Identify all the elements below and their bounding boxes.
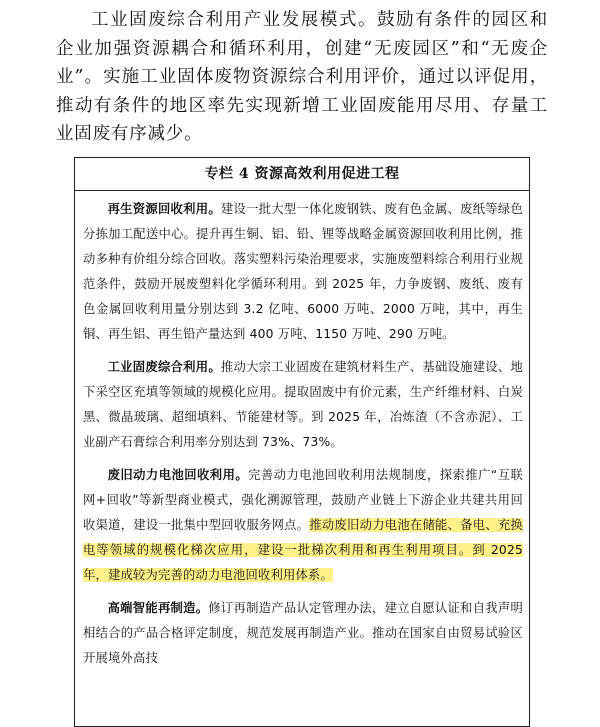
intro-text: 工业固废综合利用产业发展模式。鼓励有条件的园区和企业加强资源耦合和循环利用，创建“无废园区”和“无废企业”。实施工业固体废物资源综合利用评价，通过以评促用，推动有条件的地区率先实现新增工业固废能用尽用、存量工业固废有序减少。 bbox=[56, 10, 548, 144]
section-remanufacturing bbox=[83, 596, 523, 671]
section-body: 推动大宗工业固废在建筑材料生产、基础设施建设、地下采空区充填等领域的规模化应用。提取固废中有价元素，生产纤维材料、白炭黑、微晶玻璃、超细填料、节能建材等。到 2025 年，冶炼渣（不含赤泥）、工业副产石膏综合利用率分别达到 73%、73%。 bbox=[83, 360, 523, 449]
section-body: 完善动力电池回收利用法规制度，探索推广“互联网+回收”等新型商业模式，强化溯源管理，鼓励产业链上下游企业共建共用回收渠道，建设一批集中型回收服务网点。 bbox=[83, 468, 524, 532]
section-industrial-solid-waste bbox=[83, 355, 523, 455]
section-heading: 废旧动力电池回收利用。 bbox=[107, 468, 249, 482]
box-body bbox=[75, 191, 529, 671]
section-heading: 再生资源回收利用。 bbox=[107, 202, 221, 216]
column-box bbox=[74, 157, 530, 727]
highlighted-text: 推动废旧动力电池在储能、备电、充换电等领域的规模化梯次应用，建设一批梯次利用和再生利用项目。到 2025 年，建成较为完善的动力电池回收利用体系。 bbox=[83, 518, 523, 582]
section-heading: 工业固废综合利用。 bbox=[107, 360, 221, 374]
box-title: 专栏 4 资源高效利用促进工程 bbox=[75, 158, 529, 191]
intro-paragraph bbox=[56, 6, 548, 149]
section-body: 修订再制造产品认定管理办法，建立自愿认证和自我声明相结合的产品合格评定制度，规范发展再制造产业。推动在国家自由贸易试验区开展境外高技 bbox=[83, 601, 523, 665]
section-body: 建设一批大型一体化废钢铁、废有色金属、废纸等绿色分拣加工配送中心。提升再生铜、铝、铅、锂等战略金属资源回收利用比例，推动多种有价组分综合回收。落实塑料污染治理要求，实施废塑料综合利用行业规范条件，鼓励开展废塑料化学循环利用。到 2025 年，力争废钢、废纸、废有色金属回收利用量分别达到 3.2 亿吨、6000 万吨、2000 万吨，其中，再生铜、再生铝、再生铅产量达到 400 万吨、1150 万吨、290 万吨。 bbox=[83, 202, 523, 341]
section-heading: 高端智能再制造。 bbox=[107, 601, 209, 615]
section-battery-recycling bbox=[83, 463, 523, 588]
section-recycling bbox=[83, 197, 523, 347]
